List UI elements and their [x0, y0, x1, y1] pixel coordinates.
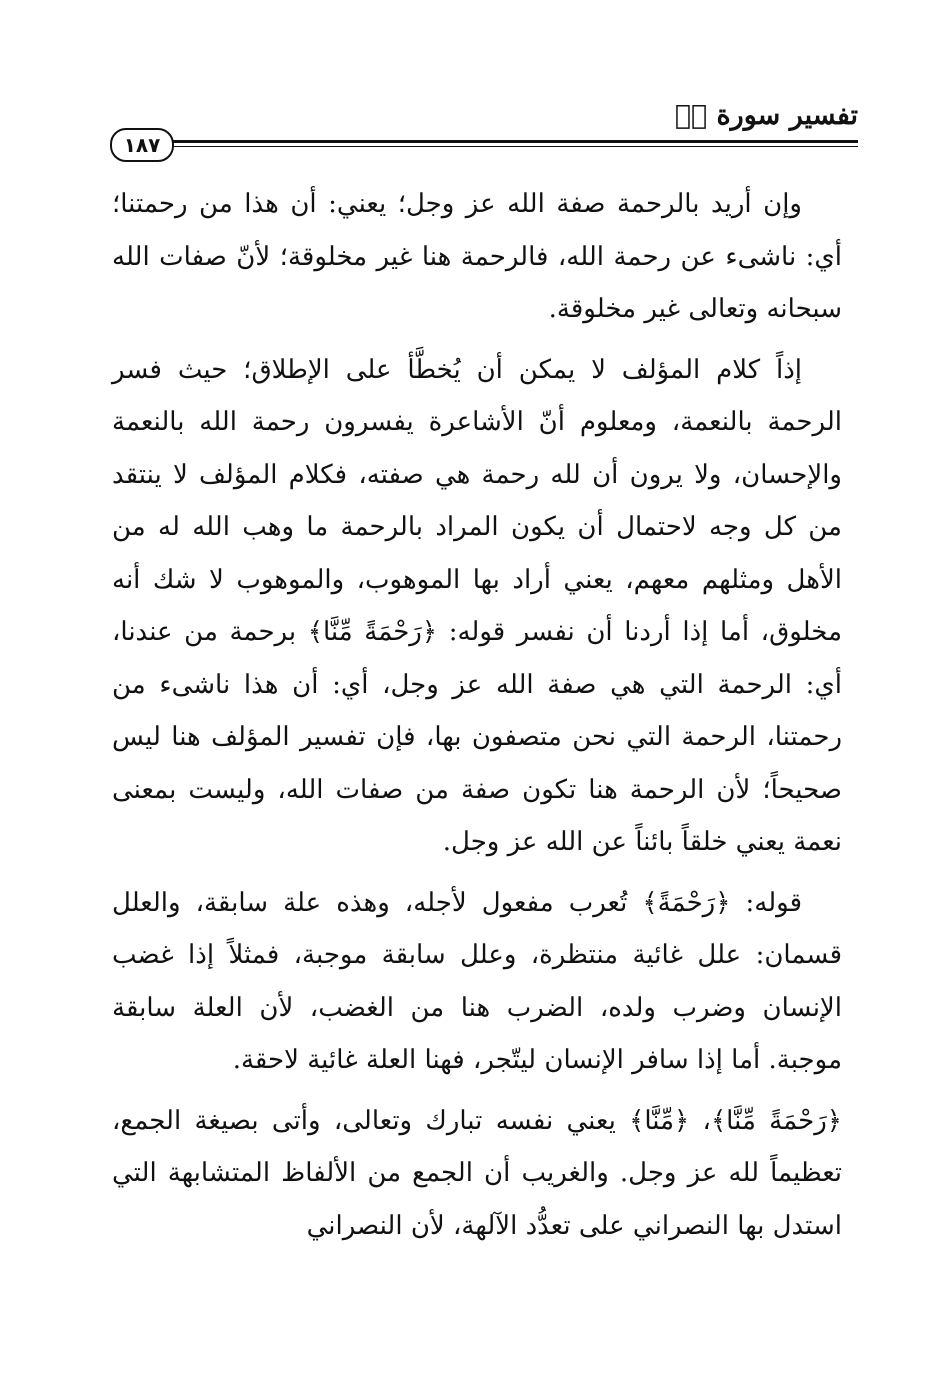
- running-title: تفسير سورة صۤ: [674, 100, 858, 131]
- paragraph-1: وإن أريد بالرحمة صفة الله عز وجل؛ يعني: أن هذا من رحمتنا؛ أي: ناشىء عن رحمة الله، فالرحمة هنا غير مخلوقة؛ لأنّ صفات الله سبحانه وتعالى غير مخلوقة.: [112, 189, 842, 324]
- page-body: [112, 178, 842, 1260]
- paragraph-4: ﴿رَحْمَةً مِّنَّا﴾، ﴿مِّنَّا﴾ يعني نفسه تبارك وتعالى، وأتى بصيغة الجمع، تعظيماً لله عز وجل. والغريب أن الجمع من الألفاظ المتشابهة التي استدل بها النصراني على تعدُّد الآلهة، لأن النصراني: [112, 1105, 842, 1241]
- header-rule: [166, 140, 858, 143]
- page-number-badge: ١٨٧: [110, 128, 174, 162]
- header-rule-thin: [166, 146, 858, 147]
- paragraph-3: قوله: ﴿رَحْمَةً﴾ تُعرب مفعول لأجله، وهذه علة سابقة، والعلل قسمان: علل غائية منتظرة، وعلل سابقة موجبة، فمثلاً إذا غضب الإنسان وضرب ولده، الضرب هنا من الغضب، لأن العلة سابقة موجبة. أما إذا سافر الإنسان ليتّجر، فهنا العلة غائية لاحقة.: [112, 887, 842, 1075]
- page-header: [110, 92, 858, 162]
- paragraph-2: إذاً كلام المؤلف لا يمكن أن يُخطَّأ على الإطلاق؛ حيث فسر الرحمة بالنعمة، ومعلوم أنّ الأشاعرة يفسرون رحمة الله بالنعمة والإحسان، ولا يرون أن لله رحمة هي صفته، فكلام المؤلف لا ينتقد من كل وجه لاحتمال أن يكون المراد بالرحمة ما وهب الله له من الأهل ومثلهم معهم، يعني أراد بها الموهوب، والموهوب لا شك أنه مخلوق، أما إذا أردنا أن نفسر قوله: ﴿رَحْمَةً مِّنَّا﴾ برحمة من عندنا، أي: الرحمة التي هي صفة الله عز وجل، أي: أن هذا ناشىء من رحمتنا، الرحمة التي نحن متصفون بها، فإن تفسير المؤلف هنا ليس صحيحاً؛ لأن الرحمة هنا تكون صفة من صفات الله، وليست بمعنى نعمة يعني خلقاً بائناً عن الله عز وجل.: [112, 354, 842, 857]
